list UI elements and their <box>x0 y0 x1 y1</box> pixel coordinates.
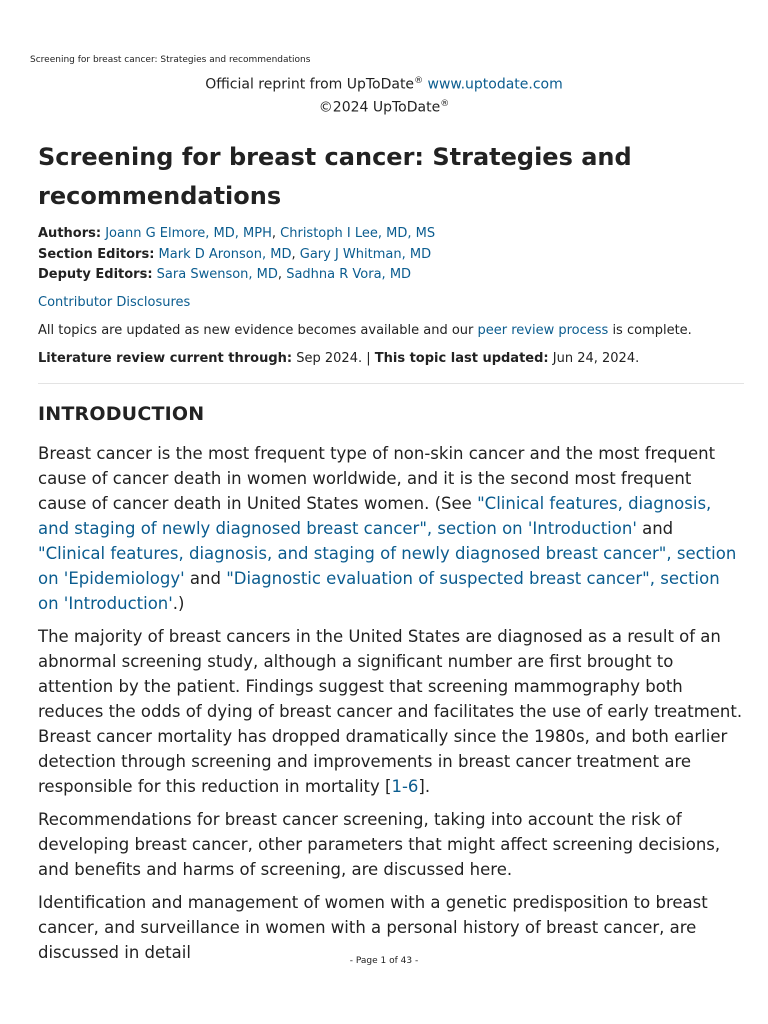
paragraph-text: ]. <box>418 776 431 796</box>
section-editor-link[interactable]: Mark D Aronson, MD <box>158 246 292 262</box>
author-link[interactable]: Christoph I Lee, MD, MS <box>280 226 436 241</box>
deputy-editor-link[interactable]: Sara Swenson, MD <box>156 267 278 282</box>
disclosures-row <box>38 293 744 313</box>
page-number: - Page 1 of 43 - <box>349 956 419 966</box>
section-editors-line: Section Editors: Mark D Aronson, MD, Gary J Whitman, MD <box>38 246 432 262</box>
update-note <box>38 321 744 341</box>
reference-link[interactable]: 1-6 <box>391 776 419 796</box>
paragraph: Recommendations for breast cancer screening, taking into account the risk of developing breast cancer, other parameters that might affect screening decisions, and benefits and harms of screening, are discussed here. <box>38 809 721 879</box>
authors-line: Authors: Joann G Elmore, MD, MPH, Christoph I Lee, MD, MS <box>38 226 436 241</box>
literature-review-label: Literature review current through: <box>38 350 293 366</box>
section-editors-label: Section Editors: <box>38 246 155 262</box>
copyright-registered-mark: ® <box>440 98 450 109</box>
last-updated-label: This topic last updated: <box>374 350 549 366</box>
copyright-text: ©2024 UpToDate <box>318 99 441 116</box>
paragraph-text: The majority of breast cancers in the United States are diagnosed as a result of an abnormal screening study, although a significant number are first brought to attention by the patient. Findings suggest that screening mammography both reduces the odds of dying of breast cancer and facilitates the use of early treatment. Breast cancer mortality has dropped dramatically since the 1980s, and both earlier detection through screening and improvements in breast cancer treatment are responsible for this reduction in mortality [ <box>38 626 743 796</box>
literature-review-value: Sep 2024. | <box>292 350 375 366</box>
section-editor-link[interactable]: Gary J Whitman, MD <box>299 246 432 262</box>
paragraph-text: .) <box>172 593 185 613</box>
paragraph-text: and <box>636 518 674 538</box>
update-note-text: All topics are updated as new evidence becomes available and our <box>38 322 478 338</box>
uptodate-link[interactable]: www.uptodate.com <box>427 76 563 93</box>
running-header: Screening for breast cancer: Strategies and recommendations <box>30 55 311 65</box>
topic-link[interactable]: "Clinical features, diagnosis, and staging of newly diagnosed breast cancer", section on 'Epidemiology' <box>38 543 737 588</box>
contributor-disclosures-link[interactable]: Contributor Disclosures <box>38 294 191 310</box>
authors-label: Authors: <box>38 226 102 241</box>
peer-review-link[interactable]: peer review process <box>477 322 609 338</box>
reprint-text: Official reprint from UpToDate <box>205 76 415 93</box>
reprint-line <box>0 72 768 95</box>
deputy-editors-label: Deputy Editors: <box>38 267 153 282</box>
paragraph <box>38 441 744 616</box>
copyright-line <box>0 95 768 118</box>
paragraph-text: Breast cancer is the most frequent type of non-skin cancer and the most frequent cause of cancer death in women worldwide, and it is the second most frequent cause of cancer death in United States women. (See <box>38 443 716 513</box>
registered-mark: ® <box>414 76 424 86</box>
section-heading: INTRODUCTION <box>38 402 205 425</box>
paragraph <box>38 624 744 799</box>
divider <box>38 383 744 384</box>
topic-link[interactable]: "Diagnostic evaluation of suspected breast cancer", section on 'Introduction' <box>38 568 720 613</box>
author-link[interactable]: Joann G Elmore, MD, MPH <box>105 226 272 241</box>
reprint-notice <box>0 72 768 117</box>
topic-link[interactable]: "Clinical features, diagnosis, and staging of newly diagnosed breast cancer", section on 'Introduction' <box>38 493 712 538</box>
deputy-editors-line: Deputy Editors: Sara Swenson, MD, Sadhna R Vora, MD <box>38 267 412 282</box>
deputy-editor-link[interactable]: Sadhna R Vora, MD <box>286 267 412 282</box>
article <box>38 138 744 965</box>
article-title: Screening for breast cancer: Strategies and recommendations <box>38 143 632 210</box>
author-block <box>38 224 744 286</box>
paragraph-text: and <box>184 568 227 588</box>
update-note-end: is complete. <box>608 322 692 338</box>
last-updated-value: Jun 24, 2024. <box>548 350 640 366</box>
paragraph: Identification and management of women with a genetic predisposition to breast cancer, and surveillance in women with a personal history of breast cancer, are discussed in detail <box>38 892 708 962</box>
literature-status <box>38 349 744 369</box>
